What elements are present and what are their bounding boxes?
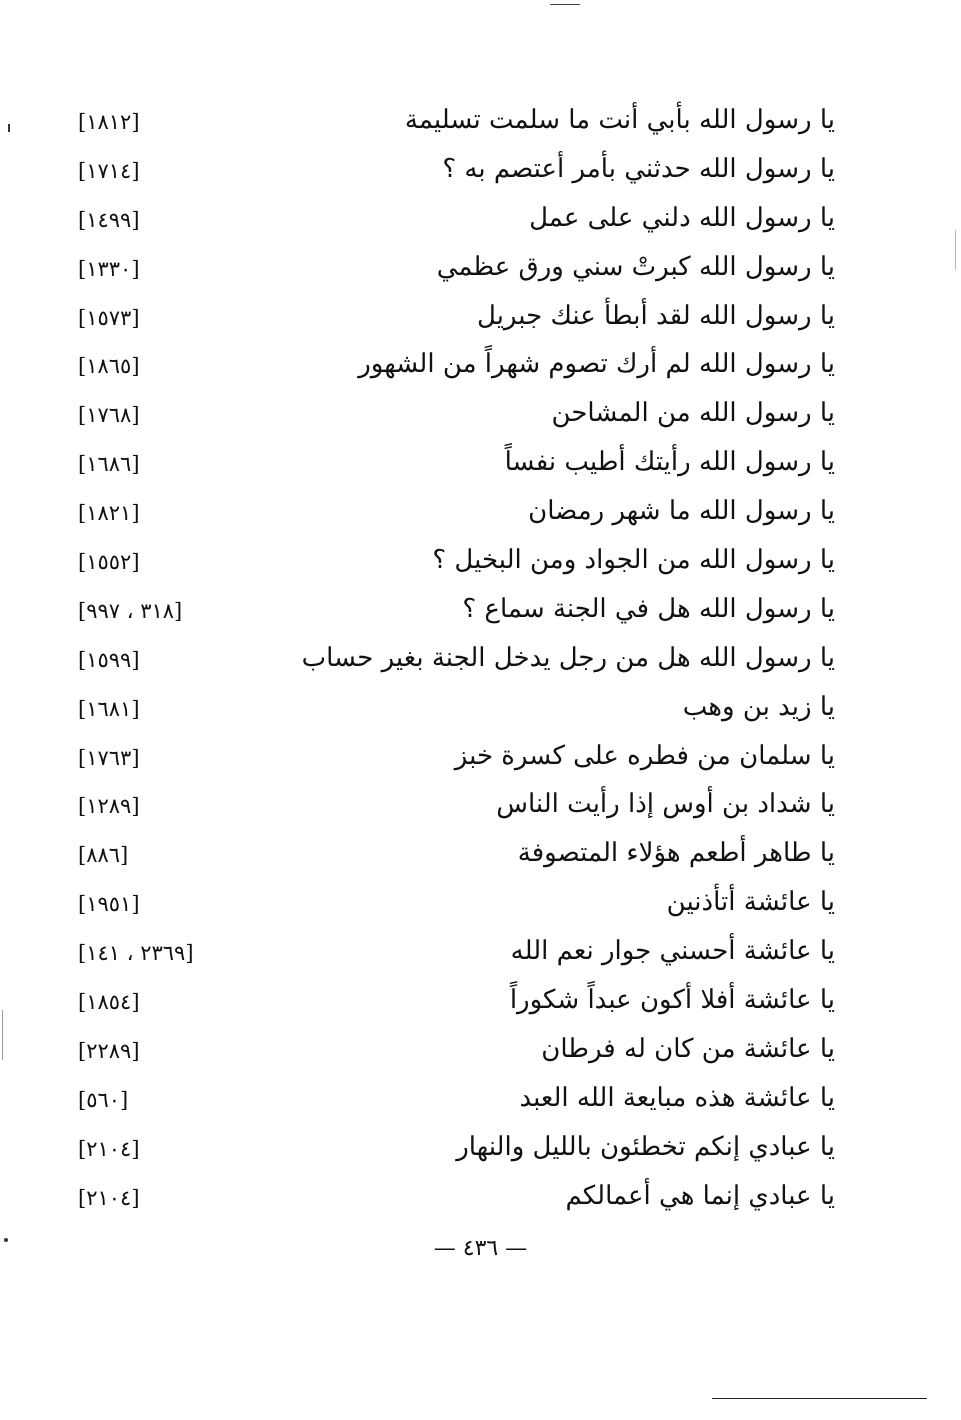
index-entry xyxy=(60,389,835,438)
index-entry xyxy=(60,780,835,829)
index-entry xyxy=(60,1172,835,1221)
entry-text: يا عبادي إنكم تخطئون بالليل والنهار xyxy=(456,1131,835,1162)
entry-text: يا رسول الله لم أرك تصوم شهراً من الشهور xyxy=(358,349,835,380)
index-entry xyxy=(60,829,835,878)
top-rule xyxy=(550,4,580,5)
entry-reference-number: [١٦٨١] xyxy=(78,696,140,721)
footer-rule xyxy=(712,1398,927,1399)
index-entry xyxy=(60,1123,835,1172)
entry-text: يا رسول الله ما شهر رمضان xyxy=(528,496,835,527)
entry-text: يا عبادي إنما هي أعمالكم xyxy=(565,1180,835,1211)
index-entry xyxy=(60,927,835,976)
index-entry xyxy=(60,683,835,732)
index-entry xyxy=(60,292,835,341)
entry-reference-number: [١٨٥٤] xyxy=(78,990,140,1015)
entry-reference-number: [٢٢٨٩] xyxy=(78,1038,140,1063)
index-entry xyxy=(60,1025,835,1074)
entry-text: يا سلمان من فطره على كسرة خبز xyxy=(454,740,835,771)
entry-reference-number: [١٨١٢] xyxy=(78,110,140,134)
index-entry xyxy=(60,536,835,585)
entry-text: يا شداد بن أوس إذا رأيت الناس xyxy=(496,789,835,820)
index-entry xyxy=(60,438,835,487)
entry-reference-number: [٢١٠٤] xyxy=(78,1185,140,1210)
index-entry xyxy=(60,585,835,634)
entry-text: يا رسول الله من المشاحن xyxy=(551,398,835,429)
entry-reference-number: [١٢٨٩] xyxy=(78,794,140,819)
entry-reference-number: [٥٦٠] xyxy=(78,1087,129,1112)
entry-reference-number: [١٦٨٦] xyxy=(78,452,140,477)
entry-text: يا عائشة أفلا أكون عبداً شكوراً xyxy=(509,985,835,1016)
entry-text: يا رسول الله من الجواد ومن البخيل ؟ xyxy=(432,545,835,576)
entry-text: يا رسول الله حدثني بأمر أعتصم به ؟ xyxy=(442,153,835,184)
entry-reference-number: [١٥٧٣] xyxy=(78,305,140,330)
entry-reference-number: [١٩٥١] xyxy=(78,892,140,917)
index-entry xyxy=(60,340,835,389)
entry-text: يا رسول الله هل في الجنة سماع ؟ xyxy=(462,593,835,624)
margin-mark xyxy=(955,230,956,270)
entry-reference-number: [١٣٣٠] xyxy=(78,256,140,281)
index-entry xyxy=(60,976,835,1025)
entry-reference-number: [١٨٢١] xyxy=(78,501,140,526)
entry-reference-number: [٨٨٦] xyxy=(78,843,129,868)
entry-text: يا عائشة أتأذنين xyxy=(666,887,835,918)
index-entry xyxy=(60,487,835,536)
entry-text: يا رسول الله لقد أبطأ عنك جبريل xyxy=(477,300,835,331)
entry-reference-number: [١٧٦٣] xyxy=(78,745,140,770)
entry-text: يا عائشة هذه مبايعة الله العبد xyxy=(519,1082,835,1113)
entry-text: يا عائشة أحسني جوار نعم الله xyxy=(510,936,835,967)
entry-reference-number: [١٥٥٢] xyxy=(78,550,140,575)
index-entry xyxy=(60,243,835,292)
entry-text: يا رسول الله هل من رجل يدخل الجنة بغير حساب xyxy=(301,642,835,673)
entry-reference-number: [٢١٠٤] xyxy=(78,1136,140,1161)
index-entry xyxy=(60,194,835,243)
margin-mark xyxy=(2,1010,3,1060)
entry-text: يا طاهر أطعم هؤلاء المتصوفة xyxy=(517,838,835,869)
index-entry xyxy=(60,634,835,683)
entry-reference-number: [٣١٨ ، ٩٩٧] xyxy=(78,598,183,623)
entry-text: يا رسول الله كبرتْ سني ورق عظمي xyxy=(436,251,835,282)
page-number: — ٤٣٦ — xyxy=(433,1236,528,1261)
index-entry xyxy=(60,878,835,927)
index-entry xyxy=(60,1074,835,1123)
index-entry xyxy=(60,732,835,781)
entry-reference-number: [١٧١٤] xyxy=(78,158,140,183)
entry-text: يا عائشة من كان له فرطان xyxy=(541,1033,835,1064)
entry-text: يا رسول الله بأبي أنت ما سلمت تسليمة xyxy=(404,105,835,135)
entry-reference-number: [٢٣٦٩ ، ١٤١] xyxy=(78,941,194,966)
entry-reference-number: [١٤٩٩] xyxy=(78,207,140,232)
entry-text: يا رسول الله رأيتك أطيب نفساً xyxy=(504,447,835,478)
index-entries-list xyxy=(60,96,835,1220)
entry-text: يا زيد بن وهب xyxy=(682,691,835,722)
entry-reference-number: [١٥٩٩] xyxy=(78,647,140,672)
index-entry xyxy=(60,96,835,145)
entry-reference-number: [١٨٦٥] xyxy=(78,354,140,379)
margin-mark xyxy=(8,124,10,132)
entry-reference-number: [١٧٦٨] xyxy=(78,403,140,428)
index-entry xyxy=(60,145,835,194)
entry-text: يا رسول الله دلني على عمل xyxy=(529,202,835,233)
